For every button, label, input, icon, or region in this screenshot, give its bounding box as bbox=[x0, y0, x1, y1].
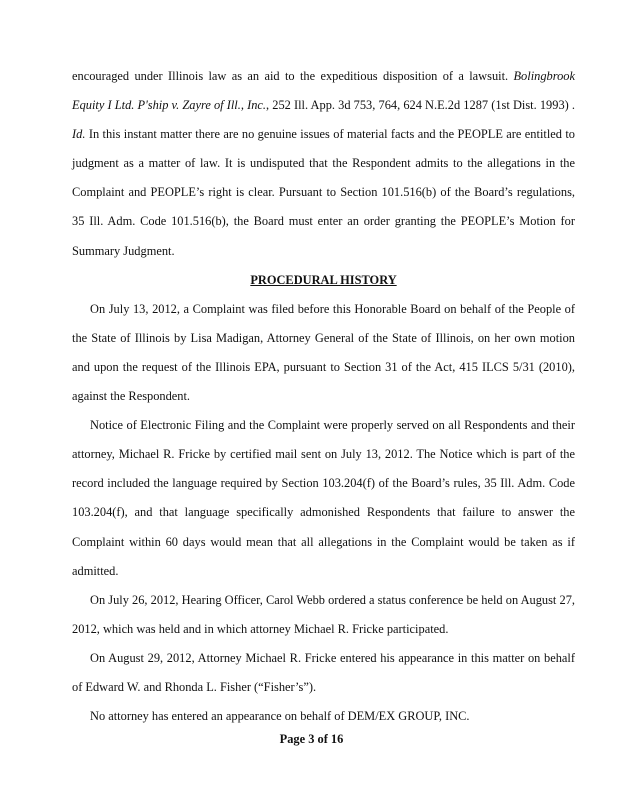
id-citation: Id. bbox=[72, 127, 86, 142]
paragraph-notice-served: Notice of Electronic Filing and the Complaint were properly served on all Respondents and their attorney, Michael R. Fricke by certified mail sent on July 13, 2012. The Notice which is part of the record included the language required by Section 103.204(f) of the Board’s rules, 35 Ill. Adm. Code 103.204(f), and that language specifically admonished Respondents that failure to answer the Complaint within 60 days would mean that all allegations in the Complaint would be taken as if admitted. bbox=[72, 418, 575, 578]
paragraph-text: In this instant matter there are no genuine issues of material facts and the PEOPLE are entitled to judgment as a matter of law. It is undisputed that the Respondent admits to the allegations in the Complaint and PEOPLE’s right is clear. Pursuant to Section 101.516(b) of the Board’s regulations, 35 Ill. Adm. Code 101.516(b), the Board must enter an order granting the PEOPLE’s Motion for Summary Judgment. bbox=[72, 127, 575, 258]
page-number: Page 3 of 16 bbox=[279, 732, 344, 746]
document-body bbox=[72, 62, 575, 731]
paragraph-complaint-filed: On July 13, 2012, a Complaint was filed before this Honorable Board on behalf of the People of the State of Illinois by Lisa Madigan, Attorney General of the State of Illinois, on her own motion and upon the request of the Illinois EPA, pursuant to Section 31 of the Act, 415 ILCS 5/31 (2010), against the Respondent. bbox=[72, 301, 575, 404]
paragraph-status-conference: On July 26, 2012, Hearing Officer, Carol Webb ordered a status conference be held on August 27, 2012, which was held and in which attorney Michael R. Fricke participated. bbox=[72, 592, 575, 636]
paragraph-summary-judgment bbox=[72, 62, 575, 266]
paragraph-appearance: On August 29, 2012, Attorney Michael R. Fricke entered his appearance in this matter on behalf of Edward W. and Rhonda L. Fisher (“Fisher’s”). bbox=[72, 650, 575, 694]
citation-reporter: , 252 Ill. App. 3d 753, 764, 624 N.E.2d 1287 (1st Dist. 1993) . bbox=[266, 98, 576, 113]
section-heading: PROCEDURAL HISTORY bbox=[250, 272, 397, 287]
paragraph-text: encouraged under Illinois law as an aid to the expeditious disposition of a lawsuit. bbox=[72, 69, 509, 83]
paragraph-no-appearance: No attorney has entered an appearance on behalf of DEM/EX GROUP, INC. bbox=[90, 709, 470, 724]
case-citation: Bolingbrook Equity I Ltd. P'ship v. Zayre of Ill., Inc. bbox=[72, 69, 575, 113]
